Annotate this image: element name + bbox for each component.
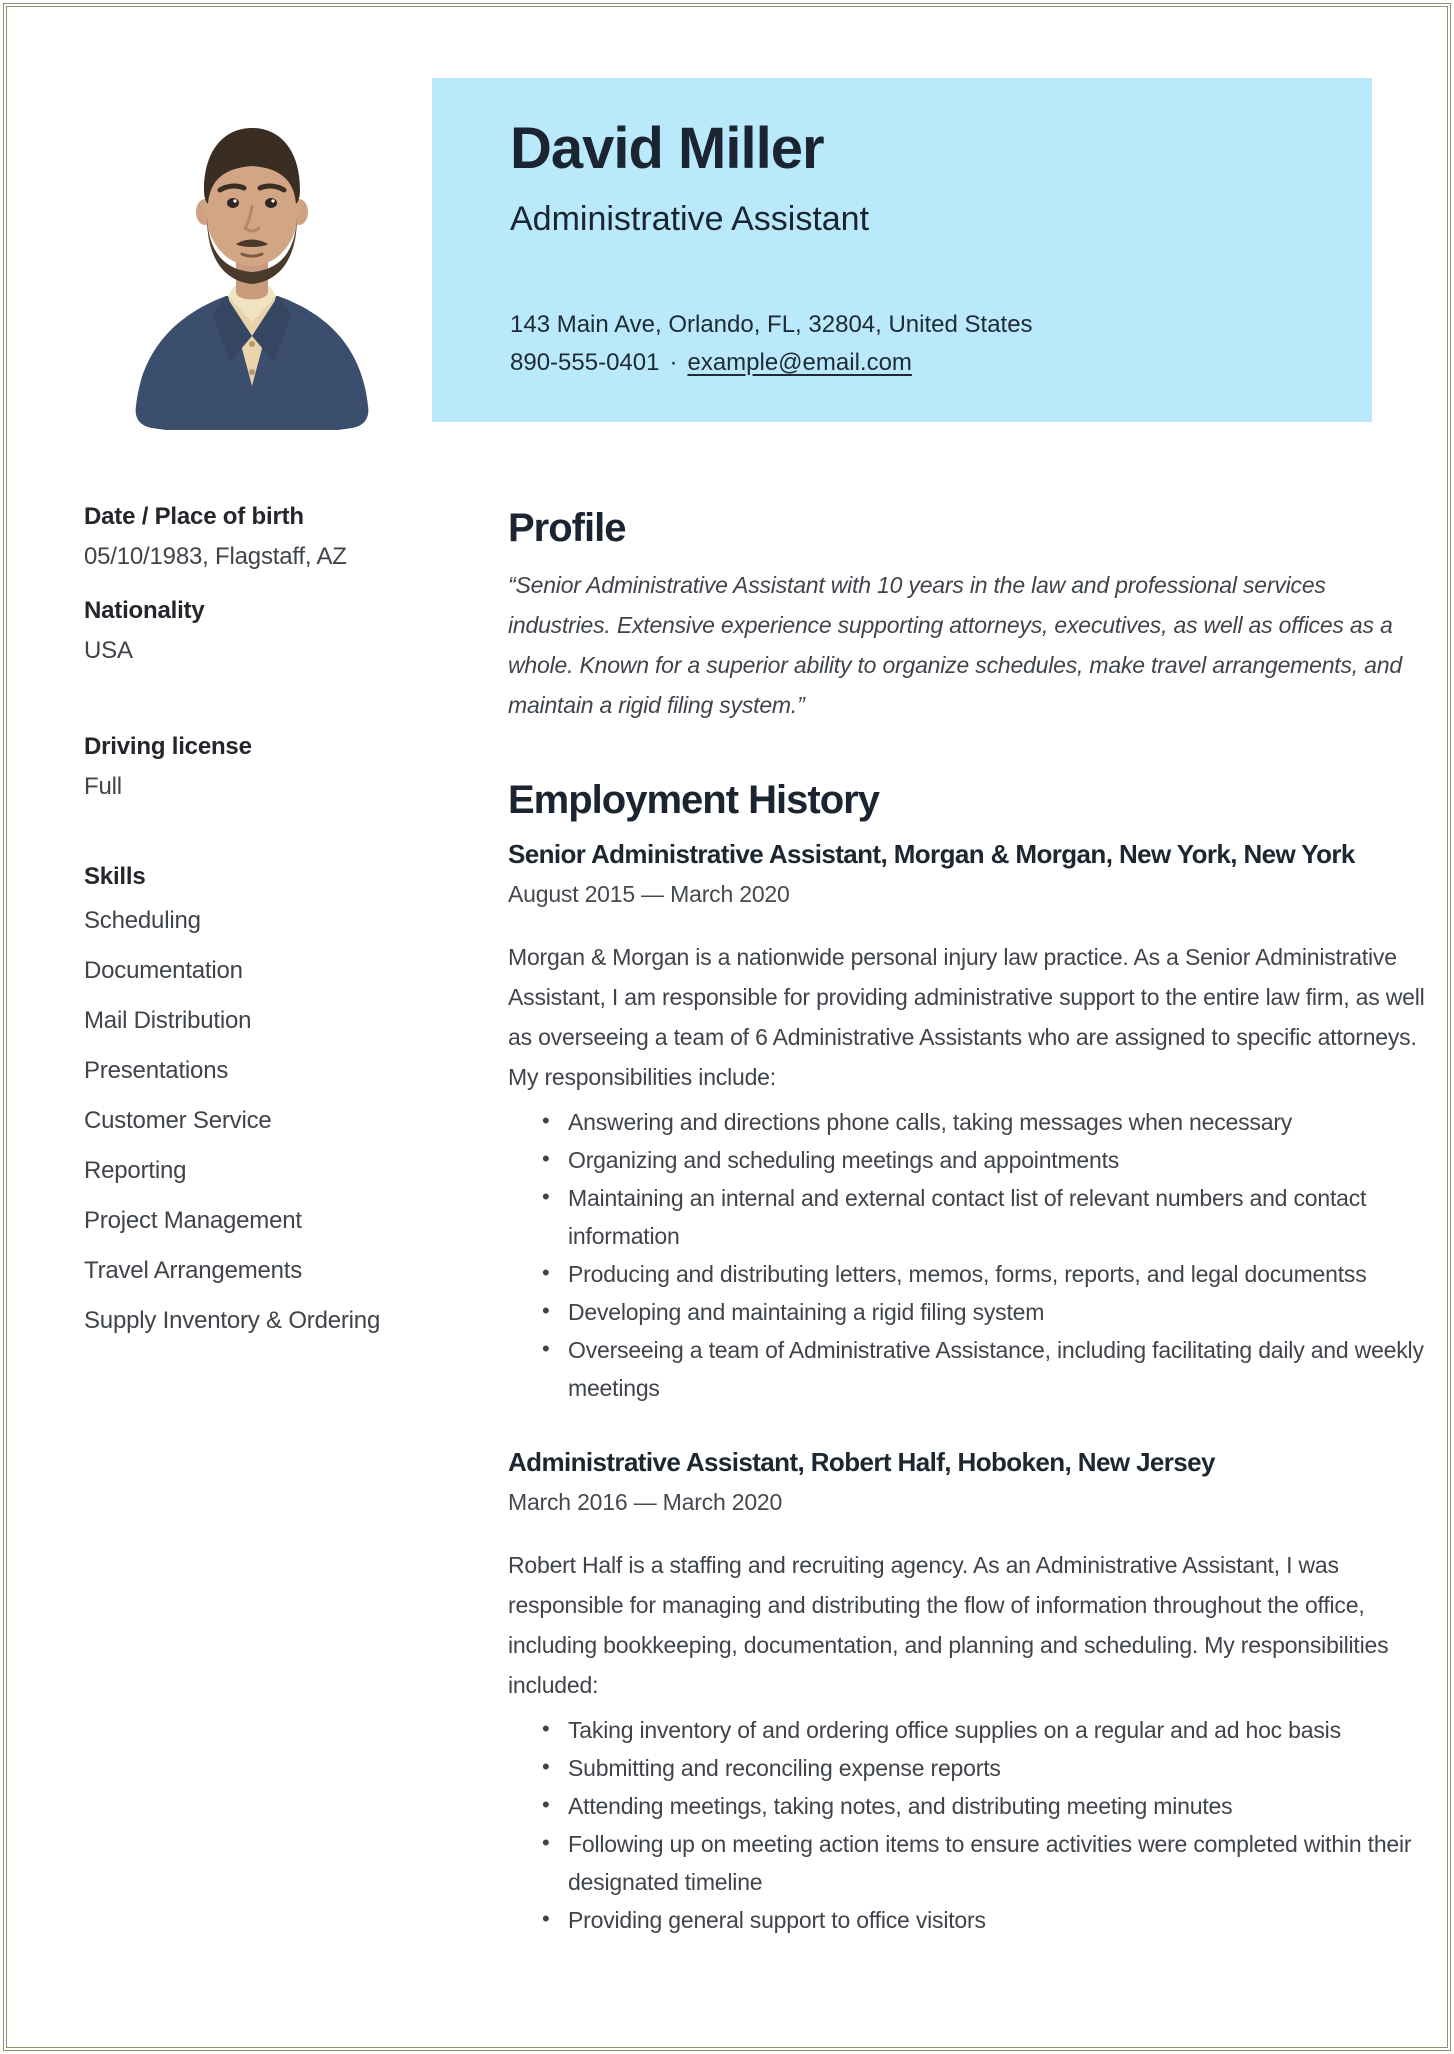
candidate-name: David Miller xyxy=(510,116,824,181)
job-bullet: • Maintaining an internal and external contact list of relevant numbers and contact information xyxy=(568,1179,1428,1255)
job-bullet: • Taking inventory of and ordering office supplies on a regular and ad hoc basis xyxy=(568,1711,1428,1749)
skill-item: Scheduling xyxy=(84,907,201,934)
skills-list xyxy=(84,906,444,1336)
birth-label: Date / Place of birth xyxy=(84,503,304,530)
driving-license-section xyxy=(84,732,429,802)
job-entry-1 xyxy=(508,837,1428,1407)
job-bullet: • Producing and distributing letters, memos, forms, reports, and legal documentss xyxy=(568,1255,1428,1293)
job-bullet: • Providing general support to office visitors xyxy=(568,1901,1428,1939)
profile-photo xyxy=(112,86,392,430)
job-bullet: • Following up on meeting action items to ensure activities were completed within their designated timeline xyxy=(568,1825,1428,1901)
personal-details-section xyxy=(84,502,429,666)
contact-address: 143 Main Ave, Orlando, FL, 32804, United States xyxy=(510,311,1033,338)
skill-item: Mail Distribution xyxy=(84,1007,252,1034)
contact-email-link[interactable]: example@email.com xyxy=(687,349,912,376)
nationality-value: USA xyxy=(84,637,133,664)
job-entry-2 xyxy=(508,1445,1428,1939)
job-bullet: • Answering and directions phone calls, taking messages when necessary xyxy=(568,1103,1428,1141)
job-title: Administrative Assistant, Robert Half, Hoboken, New Jersey xyxy=(508,1447,1215,1477)
employment-history-heading: Employment History xyxy=(508,778,879,822)
skill-item: Customer Service xyxy=(84,1107,272,1134)
contact-info xyxy=(510,306,1033,382)
skills-section xyxy=(84,862,444,1356)
profile-heading: Profile xyxy=(508,506,626,550)
job-description: Robert Half is a staffing and recruiting agency. As an Administrative Assistant, I was responsible for managing and distributing the flow of information throughout the office, including bookkeeping, documentation, and planning and scheduling. My responsibilities included: xyxy=(508,1552,1389,1698)
job-dates: March 2016 — March 2020 xyxy=(508,1489,783,1515)
profile-text: “Senior Administrative Assistant with 10 years in the law and professional services industries. Extensive experience supporting attorneys, executives, as well as offices as a whole. Known for a superior ability to organize schedules, make travel arrangements, and maintain a rigid filing system.” xyxy=(508,572,1402,718)
birth-value: 05/10/1983, Flagstaff, AZ xyxy=(84,543,347,570)
job-bullet: • Overseeing a team of Administrative Assistance, including facilitating daily and weekly meetings xyxy=(568,1331,1428,1407)
job-description: Morgan & Morgan is a nationwide personal injury law practice. As a Senior Administrative Assistant, I am responsible for providing administrative support to the entire law firm, as well as overseeing a team of 6 Administrative Assistants who are assigned to specific attorneys. My responsibilities include: xyxy=(508,944,1425,1090)
job-bullet: • Developing and maintaining a rigid filing system xyxy=(568,1293,1428,1331)
job-bullet-list xyxy=(508,1711,1428,1939)
job-title: Senior Administrative Assistant, Morgan & Morgan, New York, New York xyxy=(508,839,1355,869)
job-bullet: • Submitting and reconciling expense reports xyxy=(568,1749,1428,1787)
skill-item: Supply Inventory & Ordering xyxy=(84,1307,381,1334)
driving-license-value: Full xyxy=(84,773,122,800)
nationality-label: Nationality xyxy=(84,597,205,624)
contact-phone-email-line xyxy=(510,344,1033,382)
contact-phone: 890-555-0401 xyxy=(510,349,660,376)
skill-item: Presentations xyxy=(84,1057,229,1084)
job-bullet: • Organizing and scheduling meetings and appointments xyxy=(568,1141,1428,1179)
job-bullet-list xyxy=(508,1103,1428,1407)
main-column xyxy=(508,505,1428,1939)
driving-license-label: Driving license xyxy=(84,733,252,760)
contact-separator: · xyxy=(669,349,678,376)
skills-label: Skills xyxy=(84,863,146,890)
skill-item: Travel Arrangements xyxy=(84,1257,303,1284)
candidate-title: Administrative Assistant xyxy=(510,200,870,238)
skill-item: Documentation xyxy=(84,957,243,984)
job-bullet: • Attending meetings, taking notes, and distributing meeting minutes xyxy=(568,1787,1428,1825)
job-dates: August 2015 — March 2020 xyxy=(508,881,790,907)
skill-item: Reporting xyxy=(84,1157,187,1184)
skill-item: Project Management xyxy=(84,1207,302,1234)
